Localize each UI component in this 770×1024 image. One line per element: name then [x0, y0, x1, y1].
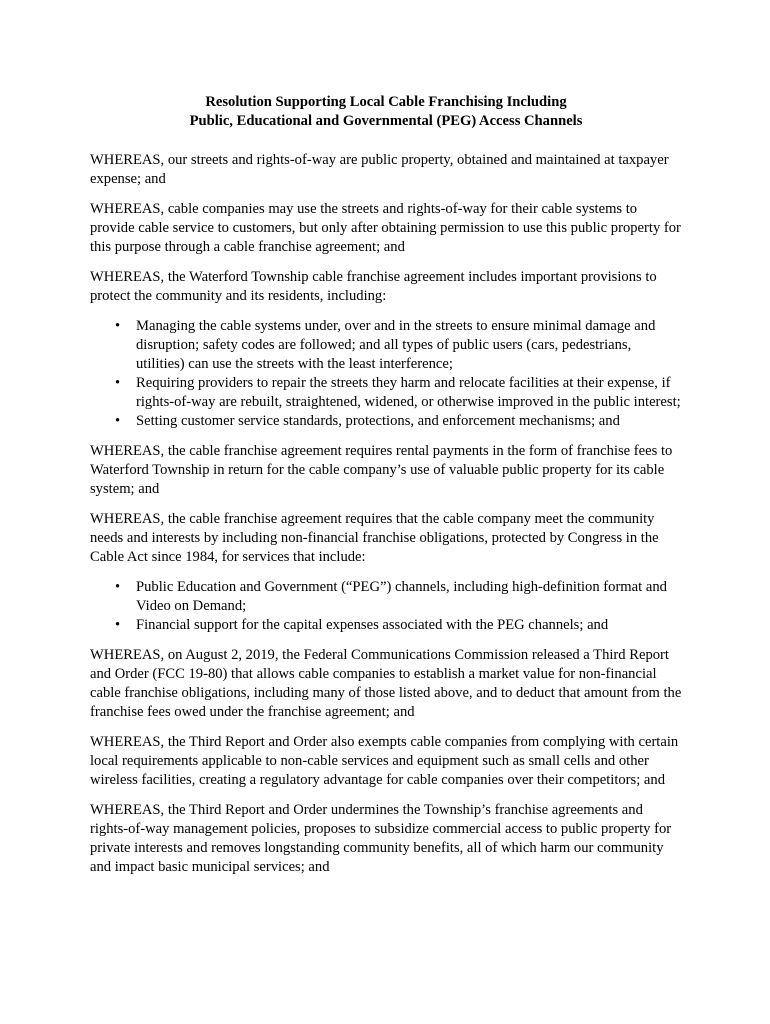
document-page [90, 93, 682, 888]
list-item-text: Financial support for the capital expenses associated with the PEG channels; and [136, 617, 609, 633]
bullet-icon: • [115, 579, 121, 595]
bullet-icon: • [115, 617, 121, 633]
list-item [115, 578, 682, 616]
whereas-paragraph-3: WHEREAS, the Waterford Township cable franchise agreement includes important provisions to protect the community and its residents, including: [90, 269, 657, 304]
list-item-text: Requiring providers to repair the streets they harm and relocate facilities at their expense, if rights-of-way are rebuilt, straightened, widened, or otherwise improved in the public interest; [136, 375, 681, 410]
whereas-paragraph-4: WHEREAS, the cable franchise agreement requires rental payments in the form of franchise fees to Waterford Township in return for the cable company’s use of valuable public property for its cable system; and [90, 443, 673, 497]
title-line-1: Resolution Supporting Local Cable Franchising Including [205, 94, 567, 110]
whereas-paragraph-8: WHEREAS, the Third Report and Order undermines the Township’s franchise agreements and rights-of-way management policies, proposes to subsidize commercial access to public property for private interests and removes longstanding community benefits, all of which harm our community and impact basic municipal services; and [90, 802, 672, 875]
whereas-paragraph-2: WHEREAS, cable companies may use the streets and rights-of-way for their cable systems to provide cable service to customers, but only after obtaining permission to use this public property for this purpose through a cable franchise agreement; and [90, 201, 681, 255]
document-title [90, 93, 682, 131]
bullet-icon: • [115, 413, 121, 429]
whereas-paragraph-1: WHEREAS, our streets and rights-of-way are public property, obtained and maintained at taxpayer expense; and [90, 152, 669, 187]
list-item [115, 317, 682, 374]
list-item-text: Public Education and Government (“PEG”) channels, including high-definition format and Video on Demand; [136, 579, 667, 614]
services-list [90, 578, 682, 635]
bullet-icon: • [115, 318, 121, 334]
whereas-paragraph-5: WHEREAS, the cable franchise agreement requires that the cable company meet the community needs and interests by including non-financial franchise obligations, protected by Congress in the Cable Act since 1984, for services that include: [90, 511, 659, 565]
list-item [115, 374, 682, 412]
list-item [115, 412, 682, 431]
bullet-icon: • [115, 375, 121, 391]
title-line-2: Public, Educational and Governmental (PEG) Access Channels [189, 113, 583, 129]
provisions-list [90, 317, 682, 431]
whereas-paragraph-6: WHEREAS, on August 2, 2019, the Federal Communications Commission released a Third Report and Order (FCC 19-80) that allows cable companies to establish a market value for non-financial cable franchise obligations, including many of those listed above, and to deduct that amount from the franchise fees owed under the franchise agreement; and [90, 647, 682, 720]
whereas-paragraph-7: WHEREAS, the Third Report and Order also exempts cable companies from complying with certain local requirements applicable to non-cable services and equipment such as small cells and other wireless facilities, creating a regulatory advantage for cable companies over their competitors; and [90, 734, 679, 788]
list-item-text: Managing the cable systems under, over and in the streets to ensure minimal damage and disruption; safety codes are followed; and all types of public users (cars, pedestrians, utilities) can use the streets with the least interference; [136, 318, 656, 372]
list-item-text: Setting customer service standards, protections, and enforcement mechanisms; and [136, 413, 620, 429]
list-item [115, 616, 682, 635]
